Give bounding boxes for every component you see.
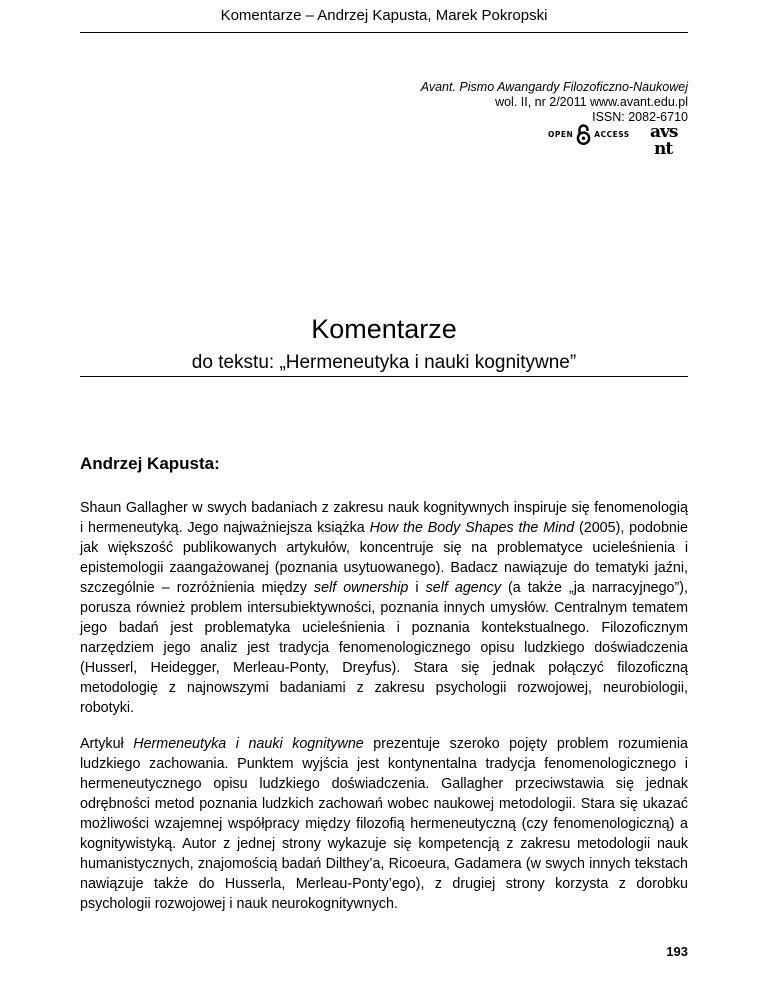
p1-term-self-agency: self agency [425, 580, 501, 596]
p1-book-title: How the Body Shapes the Mind [369, 520, 575, 536]
author-heading: Andrzej Kapusta: [80, 454, 220, 473]
journal-volume-line: wol. II, nr 2/2011 www.avant.edu.pl [495, 95, 688, 109]
article-body [80, 498, 688, 930]
journal-issn: ISSN: 2082-6710 [592, 110, 688, 124]
open-access-logo [548, 123, 630, 145]
page-number: 193 [666, 944, 688, 959]
p1-term-self-ownership: self ownership [313, 580, 409, 596]
title-block [80, 313, 688, 375]
paragraph-2 [80, 734, 688, 914]
title-divider [80, 376, 688, 377]
journal-info [421, 80, 688, 125]
p1-text-b: (2005), podobnie jak większość publikowanych artykułów, koncentruje się na problematyce ucieleśnienia i epistemologii zaangażowanej (poznania usytuowanego). Badacz nawiązuje do tematyki jaźni, szczególnie – rozróżnienia między [80, 520, 688, 596]
access-label: ACCESS [594, 129, 630, 139]
journal-name: Avant. Pismo Awangardy Filozoficzno-Naukowej [420, 80, 688, 94]
avant-logo-line1: avs [650, 122, 678, 142]
p1-text-a: Shaun Gallagher w swych badaniach z zakresu nauk kognitywnych inspiruje się fenomenologią i hermeneutyką. Jego najważniejsza książka [80, 500, 688, 536]
p1-text-c: i [408, 580, 426, 596]
p2-text-a: Artykuł [80, 736, 134, 752]
paragraph-1 [80, 498, 688, 718]
p2-text-b: prezentuje szeroko pojęty problem rozumienia ludzkiego zachowania. Punktem wyjścia jest kontynentalna tradycja fenomenologicznego i hermeneutycznego opisu ludzkiego doświadczenia. Gallagher przeciwstawia się jednak odrębności metod poznania ludzkich zachowań wobec naukowej metodologii. Stara się ukazać możliwości wzajemnej współpracy między filozofią hermeneutyczną (czy fenomenologiczną) a kognitywistyką. Autor z jednej strony wykazuje się kompetencją z zakresu metodologii nauk humanistycznych, znajomością badań Dilthey’a, Ricoeura, Gadamera (w swych innych tekstach nawiązuje także do Husserla, Merleau-Ponty’ego), z drugiej strony korzysta z dorobku psychologii rozwojowej i nauk neurokognitywnych. [80, 736, 688, 912]
avant-logo [650, 124, 677, 158]
running-title: Komentarze – Andrzej Kapusta, Marek Pokropski [220, 7, 548, 24]
article-subtitle: do tekstu: „Hermeneutyka i nauki kognitywne” [191, 352, 577, 373]
running-header [80, 0, 688, 33]
article-title: Komentarze [311, 314, 457, 344]
avant-logo-line2: nt [654, 139, 673, 159]
open-label: OPEN [548, 129, 574, 139]
p1-text-d: (a także „ja narracyjnego”), porusza również problem intersubiektywności, poznania innych umysłów. Centralnym tematem jego badań jest problematyka ucieleśnienia i poznania kontekstualnego. Filozoficznym narzędziem jego analiz jest tradycja fenomenologicznego opisu ludzkiego doświadczenia (Husserl, Heidegger, Merleau-Ponty, Dreyfus). Stara się jednak połączyć filozoficzną metodologię z najnowszymi badaniami z zakresu psychologii rozwojowej, neurobiologii, robotyki. [80, 580, 689, 716]
p2-article-title: Hermeneutyka i nauki kognitywne [133, 736, 364, 752]
open-access-lock-icon [576, 123, 591, 145]
